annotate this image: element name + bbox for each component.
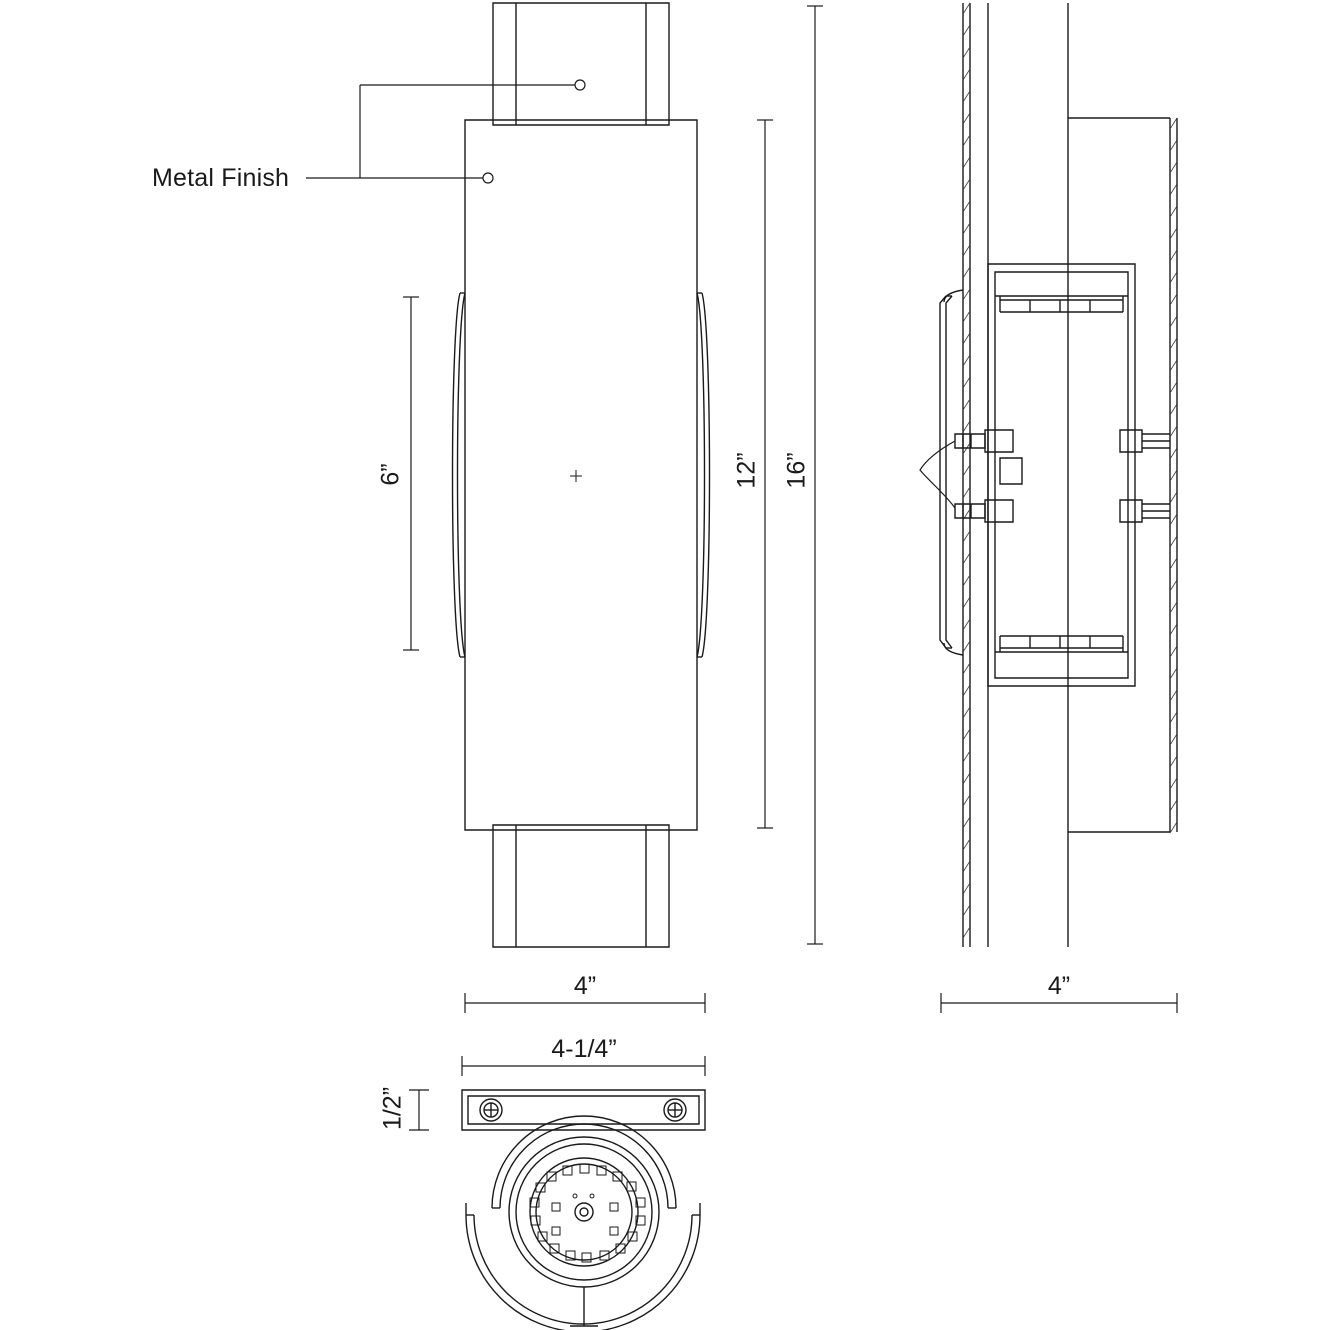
metal-finish-leaders [306, 80, 585, 183]
dimension-plate-thickness-label: 1/2” [378, 1086, 407, 1131]
dimension-front-width-label: 4” [573, 972, 597, 1000]
side-view-housing [988, 264, 1135, 686]
side-view-mount-hardware [955, 430, 1170, 522]
side-view-body [988, 3, 1170, 947]
front-view-center-mark [570, 470, 582, 482]
side-view-diffuser [940, 290, 963, 655]
front-view-upper-stem [493, 3, 669, 125]
front-view-body [465, 120, 697, 830]
dimension-side-width-label: 4” [1047, 972, 1071, 1000]
side-view-wire [920, 441, 955, 508]
dim-plate-thickness [409, 1090, 429, 1130]
front-view-shade-bands [453, 293, 710, 657]
dimension-plate-width-label: 4-1/4” [551, 1035, 617, 1063]
front-view-lower-stem [493, 825, 669, 947]
plan-view-plate-screws [480, 1099, 686, 1121]
dimension-12in-label: 12” [732, 452, 761, 489]
plan-view-luminaire [466, 1116, 700, 1330]
dimension-6in-label: 6” [376, 463, 405, 486]
metal-finish-label: Metal Finish [152, 164, 290, 192]
dimension-16in-label: 16” [782, 452, 811, 489]
